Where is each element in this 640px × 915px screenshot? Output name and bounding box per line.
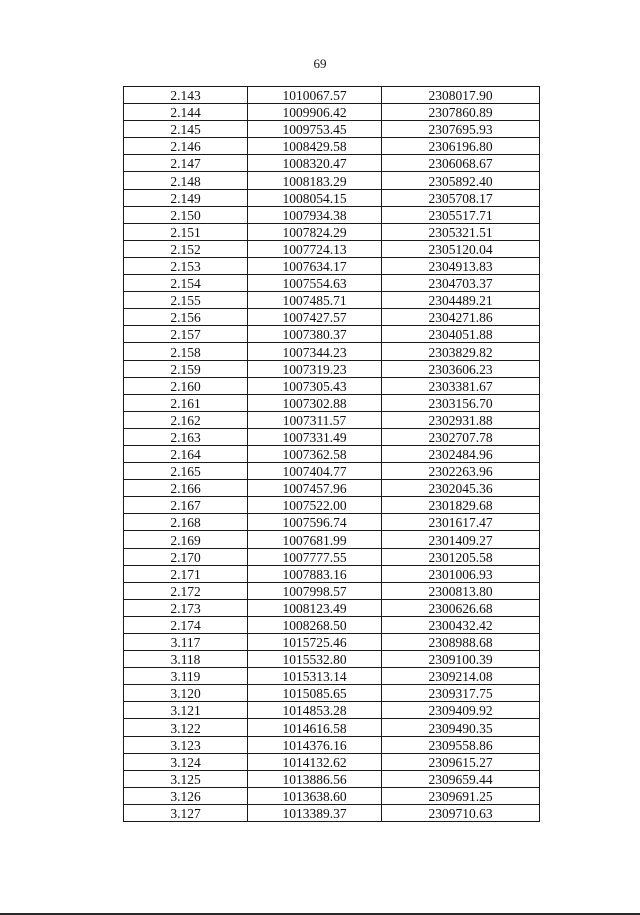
y-coordinate-cell: 2301409.27: [382, 531, 540, 548]
y-coordinate-cell: 2302484.96: [382, 445, 540, 462]
table-row: [124, 377, 540, 394]
point-id-cell: 3.117: [124, 634, 248, 651]
x-coordinate-cell: 1008268.50: [248, 616, 382, 633]
y-coordinate-cell: 2304489.21: [382, 292, 540, 309]
point-id-cell: 2.161: [124, 394, 248, 411]
x-coordinate-cell: 1007457.96: [248, 480, 382, 497]
y-coordinate-cell: 2308017.90: [382, 87, 540, 104]
y-coordinate-cell: 2304051.88: [382, 326, 540, 343]
x-coordinate-cell: 1013638.60: [248, 787, 382, 804]
y-coordinate-cell: 2309490.35: [382, 719, 540, 736]
x-coordinate-cell: 1007380.37: [248, 326, 382, 343]
x-coordinate-cell: 1009906.42: [248, 104, 382, 121]
table-row: [124, 445, 540, 462]
y-coordinate-cell: 2309615.27: [382, 753, 540, 770]
point-id-cell: 3.125: [124, 770, 248, 787]
table-row: [124, 292, 540, 309]
point-id-cell: 2.147: [124, 155, 248, 172]
x-coordinate-cell: 1007522.00: [248, 497, 382, 514]
table-row: [124, 480, 540, 497]
coordinates-table-body: [124, 87, 540, 822]
point-id-cell: 2.144: [124, 104, 248, 121]
point-id-cell: 2.149: [124, 189, 248, 206]
x-coordinate-cell: 1008183.29: [248, 172, 382, 189]
x-coordinate-cell: 1015313.14: [248, 668, 382, 685]
table-row: [124, 223, 540, 240]
point-id-cell: 2.171: [124, 565, 248, 582]
y-coordinate-cell: 2301205.58: [382, 548, 540, 565]
table-row: [124, 514, 540, 531]
x-coordinate-cell: 1015085.65: [248, 685, 382, 702]
x-coordinate-cell: 1013886.56: [248, 770, 382, 787]
y-coordinate-cell: 2300626.68: [382, 599, 540, 616]
table-row: [124, 804, 540, 821]
point-id-cell: 3.119: [124, 668, 248, 685]
table-row: [124, 428, 540, 445]
point-id-cell: 2.156: [124, 309, 248, 326]
table-row: [124, 257, 540, 274]
table-row: [124, 206, 540, 223]
point-id-cell: 2.143: [124, 87, 248, 104]
y-coordinate-cell: 2300813.80: [382, 582, 540, 599]
point-id-cell: 2.162: [124, 411, 248, 428]
x-coordinate-cell: 1007344.23: [248, 343, 382, 360]
x-coordinate-cell: 1013389.37: [248, 804, 382, 821]
y-coordinate-cell: 2305517.71: [382, 206, 540, 223]
x-coordinate-cell: 1007427.57: [248, 309, 382, 326]
table-row: [124, 326, 540, 343]
table-row: [124, 497, 540, 514]
y-coordinate-cell: 2302263.96: [382, 463, 540, 480]
point-id-cell: 3.118: [124, 651, 248, 668]
y-coordinate-cell: 2305708.17: [382, 189, 540, 206]
y-coordinate-cell: 2304913.83: [382, 257, 540, 274]
table-row: [124, 685, 540, 702]
point-id-cell: 2.174: [124, 616, 248, 633]
table-row: [124, 753, 540, 770]
table-row: [124, 651, 540, 668]
table-row: [124, 394, 540, 411]
x-coordinate-cell: 1010067.57: [248, 87, 382, 104]
point-id-cell: 2.150: [124, 206, 248, 223]
table-row: [124, 582, 540, 599]
table-row: [124, 463, 540, 480]
x-coordinate-cell: 1007485.71: [248, 292, 382, 309]
y-coordinate-cell: 2309710.63: [382, 804, 540, 821]
x-coordinate-cell: 1007824.29: [248, 223, 382, 240]
y-coordinate-cell: 2303829.82: [382, 343, 540, 360]
table-row: [124, 599, 540, 616]
y-coordinate-cell: 2306068.67: [382, 155, 540, 172]
point-id-cell: 2.164: [124, 445, 248, 462]
table-row: [124, 668, 540, 685]
point-id-cell: 2.158: [124, 343, 248, 360]
y-coordinate-cell: 2302707.78: [382, 428, 540, 445]
table-row: [124, 155, 540, 172]
point-id-cell: 2.152: [124, 240, 248, 257]
y-coordinate-cell: 2301829.68: [382, 497, 540, 514]
x-coordinate-cell: 1007883.16: [248, 565, 382, 582]
y-coordinate-cell: 2309100.39: [382, 651, 540, 668]
x-coordinate-cell: 1007634.17: [248, 257, 382, 274]
point-id-cell: 2.172: [124, 582, 248, 599]
y-coordinate-cell: 2309691.25: [382, 787, 540, 804]
x-coordinate-cell: 1007331.49: [248, 428, 382, 445]
y-coordinate-cell: 2303606.23: [382, 360, 540, 377]
point-id-cell: 2.173: [124, 599, 248, 616]
x-coordinate-cell: 1007362.58: [248, 445, 382, 462]
point-id-cell: 2.170: [124, 548, 248, 565]
table-row: [124, 138, 540, 155]
y-coordinate-cell: 2300432.42: [382, 616, 540, 633]
point-id-cell: 2.151: [124, 223, 248, 240]
y-coordinate-cell: 2302045.36: [382, 480, 540, 497]
x-coordinate-cell: 1015725.46: [248, 634, 382, 651]
point-id-cell: 3.121: [124, 702, 248, 719]
x-coordinate-cell: 1008054.15: [248, 189, 382, 206]
table-row: [124, 787, 540, 804]
y-coordinate-cell: 2302931.88: [382, 411, 540, 428]
x-coordinate-cell: 1014132.62: [248, 753, 382, 770]
y-coordinate-cell: 2304703.37: [382, 275, 540, 292]
x-coordinate-cell: 1007319.23: [248, 360, 382, 377]
point-id-cell: 2.157: [124, 326, 248, 343]
coordinates-table: [123, 86, 540, 822]
point-id-cell: 2.145: [124, 121, 248, 138]
point-id-cell: 2.165: [124, 463, 248, 480]
x-coordinate-cell: 1014853.28: [248, 702, 382, 719]
x-coordinate-cell: 1007596.74: [248, 514, 382, 531]
y-coordinate-cell: 2308988.68: [382, 634, 540, 651]
x-coordinate-cell: 1009753.45: [248, 121, 382, 138]
point-id-cell: 2.148: [124, 172, 248, 189]
x-coordinate-cell: 1007681.99: [248, 531, 382, 548]
x-coordinate-cell: 1014616.58: [248, 719, 382, 736]
point-id-cell: 2.159: [124, 360, 248, 377]
x-coordinate-cell: 1015532.80: [248, 651, 382, 668]
y-coordinate-cell: 2309317.75: [382, 685, 540, 702]
point-id-cell: 3.120: [124, 685, 248, 702]
y-coordinate-cell: 2309409.92: [382, 702, 540, 719]
table-row: [124, 702, 540, 719]
table-row: [124, 309, 540, 326]
y-coordinate-cell: 2307860.89: [382, 104, 540, 121]
point-id-cell: 2.163: [124, 428, 248, 445]
table-row: [124, 87, 540, 104]
y-coordinate-cell: 2309558.86: [382, 736, 540, 753]
x-coordinate-cell: 1007724.13: [248, 240, 382, 257]
y-coordinate-cell: 2301006.93: [382, 565, 540, 582]
x-coordinate-cell: 1007305.43: [248, 377, 382, 394]
table-row: [124, 104, 540, 121]
x-coordinate-cell: 1014376.16: [248, 736, 382, 753]
point-id-cell: 2.169: [124, 531, 248, 548]
table-row: [124, 121, 540, 138]
y-coordinate-cell: 2309659.44: [382, 770, 540, 787]
table-row: [124, 172, 540, 189]
point-id-cell: 2.146: [124, 138, 248, 155]
x-coordinate-cell: 1007311.57: [248, 411, 382, 428]
point-id-cell: 3.127: [124, 804, 248, 821]
y-coordinate-cell: 2304271.86: [382, 309, 540, 326]
y-coordinate-cell: 2303381.67: [382, 377, 540, 394]
x-coordinate-cell: 1008429.58: [248, 138, 382, 155]
page-number: 69: [313, 56, 327, 71]
x-coordinate-cell: 1007554.63: [248, 275, 382, 292]
y-coordinate-cell: 2305120.04: [382, 240, 540, 257]
y-coordinate-cell: 2305892.40: [382, 172, 540, 189]
table-row: [124, 616, 540, 633]
x-coordinate-cell: 1007777.55: [248, 548, 382, 565]
table-row: [124, 770, 540, 787]
table-row: [124, 240, 540, 257]
x-coordinate-cell: 1008123.49: [248, 599, 382, 616]
table-row: [124, 189, 540, 206]
point-id-cell: 3.126: [124, 787, 248, 804]
table-row: [124, 548, 540, 565]
table-row: [124, 275, 540, 292]
point-id-cell: 2.154: [124, 275, 248, 292]
x-coordinate-cell: 1007998.57: [248, 582, 382, 599]
table-row: [124, 360, 540, 377]
y-coordinate-cell: 2305321.51: [382, 223, 540, 240]
y-coordinate-cell: 2301617.47: [382, 514, 540, 531]
table-row: [124, 736, 540, 753]
point-id-cell: 3.124: [124, 753, 248, 770]
table-row: [124, 565, 540, 582]
x-coordinate-cell: 1007302.88: [248, 394, 382, 411]
table-row: [124, 343, 540, 360]
table-row: [124, 634, 540, 651]
x-coordinate-cell: 1008320.47: [248, 155, 382, 172]
x-coordinate-cell: 1007404.77: [248, 463, 382, 480]
point-id-cell: 2.153: [124, 257, 248, 274]
point-id-cell: 2.168: [124, 514, 248, 531]
y-coordinate-cell: 2303156.70: [382, 394, 540, 411]
point-id-cell: 3.122: [124, 719, 248, 736]
y-coordinate-cell: 2307695.93: [382, 121, 540, 138]
table-row: [124, 531, 540, 548]
point-id-cell: 2.155: [124, 292, 248, 309]
y-coordinate-cell: 2309214.08: [382, 668, 540, 685]
point-id-cell: 2.160: [124, 377, 248, 394]
table-row: [124, 411, 540, 428]
y-coordinate-cell: 2306196.80: [382, 138, 540, 155]
x-coordinate-cell: 1007934.38: [248, 206, 382, 223]
point-id-cell: 2.167: [124, 497, 248, 514]
point-id-cell: 3.123: [124, 736, 248, 753]
point-id-cell: 2.166: [124, 480, 248, 497]
table-row: [124, 719, 540, 736]
